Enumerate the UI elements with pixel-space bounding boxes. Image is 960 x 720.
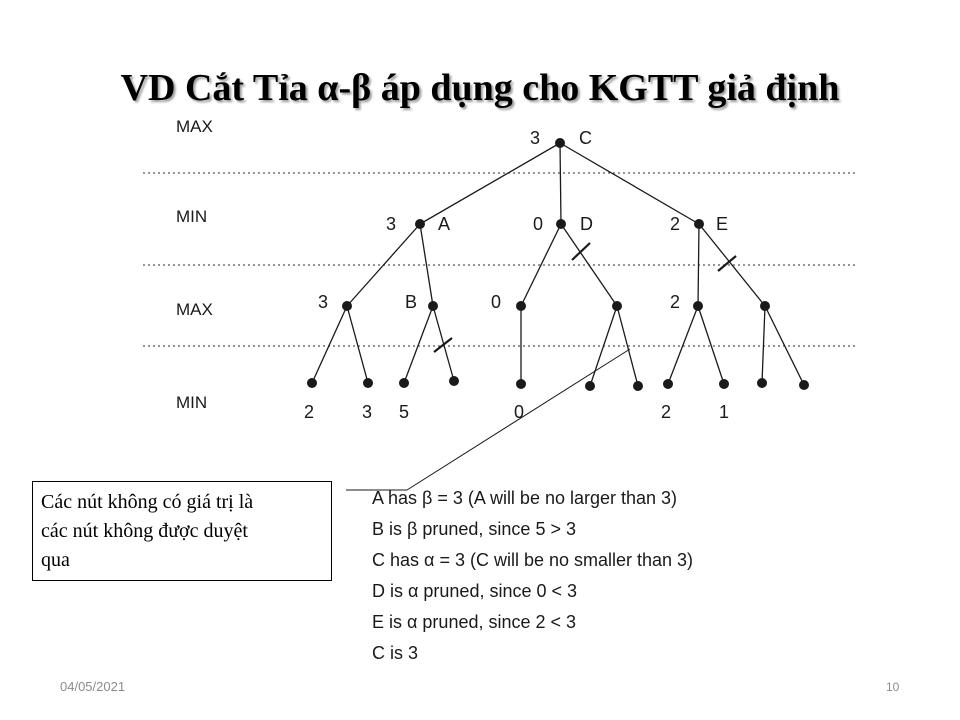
leaf-value: 2 (661, 402, 672, 422)
value-a: 3 (386, 214, 397, 234)
leaf-node (585, 381, 595, 391)
explanation-line: C has α = 3 (C will be no smaller than 3) (372, 550, 694, 570)
value-c: 3 (530, 128, 541, 148)
note-line: các nút không được duyệt (41, 520, 248, 542)
leaf-node (633, 381, 643, 391)
edge (420, 224, 433, 306)
value-d: 0 (533, 214, 544, 234)
node-a1 (342, 301, 352, 311)
leaf-value: 2 (304, 402, 315, 422)
leaf-value: 1 (719, 402, 730, 422)
edge (560, 143, 699, 224)
node-c (555, 138, 565, 148)
explanation-line: A has β = 3 (A will be no larger than 3) (372, 488, 678, 508)
leaf-node (307, 378, 317, 388)
node-d2 (612, 301, 622, 311)
leaf-node (719, 379, 729, 389)
node-e (694, 219, 704, 229)
edge (312, 306, 347, 383)
leaf-node (363, 378, 373, 388)
explanation-line: E is α pruned, since 2 < 3 (372, 612, 577, 632)
node-e1 (693, 301, 703, 311)
value-e: 2 (670, 214, 681, 234)
edge (762, 306, 765, 383)
edge (560, 143, 561, 224)
leaf-node (799, 380, 809, 390)
leaf-node (449, 376, 459, 386)
edge (698, 306, 724, 384)
note-box (32, 481, 332, 581)
node-d1 (516, 301, 526, 311)
value-e1: 2 (670, 292, 681, 312)
level-label-max-1: MAX (176, 117, 213, 136)
explanation-line: B is β pruned, since 5 > 3 (372, 519, 576, 539)
value-a1: 3 (318, 292, 329, 312)
slide-date: 04/05/2021 (60, 679, 126, 694)
name-a: A (438, 214, 451, 234)
name-b: B (405, 292, 418, 312)
leaf-node (516, 379, 526, 389)
edge (404, 306, 433, 383)
prune-mark-d (572, 243, 590, 260)
level-label-min-1: MIN (176, 207, 208, 226)
explanation-line: D is α pruned, since 0 < 3 (372, 581, 578, 601)
leaf-node (757, 378, 767, 388)
name-c: C (579, 128, 592, 148)
leaf-value: 3 (362, 402, 373, 422)
leaf-node (399, 378, 409, 388)
name-e: E (716, 214, 729, 234)
slide-title: VD Cắt Tỉa α-β áp dụng cho KGTT giả định (120, 67, 840, 109)
name-d: D (580, 214, 593, 234)
value-d1: 0 (491, 292, 502, 312)
node-e2 (760, 301, 770, 311)
note-line: qua (41, 549, 70, 571)
level-label-max-2: MAX (176, 300, 213, 319)
leaf-node (663, 379, 673, 389)
slide-page-number: 10 (886, 680, 900, 694)
edge (668, 306, 698, 384)
edge (420, 143, 560, 224)
note-line: Các nút không có giá trị là (41, 491, 254, 513)
node-a (415, 219, 425, 229)
level-label-min-2: MIN (176, 393, 208, 412)
pruning-explanation-list (372, 483, 693, 669)
node-d (556, 219, 566, 229)
leaf-value: 0 (514, 402, 525, 422)
edge (347, 306, 368, 383)
explanation-line: C is 3 (372, 643, 419, 663)
edge (698, 224, 699, 306)
node-b (428, 301, 438, 311)
leaf-value: 5 (399, 402, 410, 422)
